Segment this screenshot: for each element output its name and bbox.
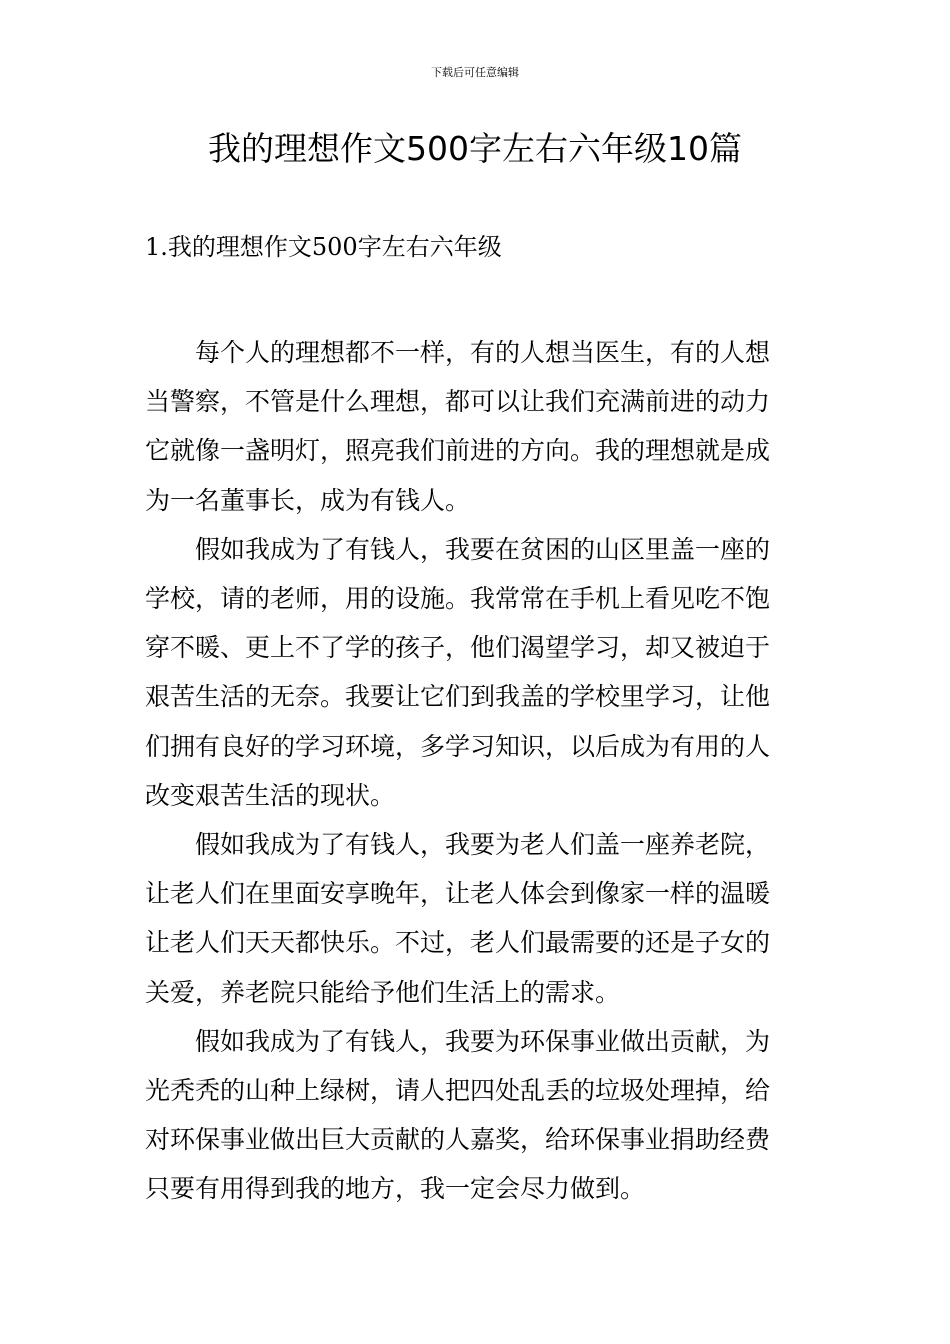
- document-title: 我的理想作文500字左右六年级10篇: [208, 129, 742, 168]
- essay-body: [145, 328, 809, 1214]
- section-heading: 1.我的理想作文500字左右六年级: [145, 233, 502, 261]
- paragraph-4: 假如我成为了有钱人，我要为环保事业做出贡献，为 光秃秃的山种上绿树，请人把四处乱丢的垃圾处理掉，给 对环保事业做出巨大贡献的人嘉奖，给环保事业捐助经费 只要有用得到我的地方，我一定会尽力做到。: [145, 1026, 771, 1204]
- paragraph-2: 假如我成为了有钱人，我要在贫困的山区里盖一座的 学校，请的老师，用的设施。我常常在手机上看见吃不饱 穿不暖、更上不了学的孩子，他们渴望学习，却又被迫于 艰苦生活的无奈。我要让它们到我盖的学校里学习，让他 们拥有良好的学习环境，多学习知识，以后成为有用的人 改变艰苦生活的现状。: [145, 534, 771, 810]
- paragraph-3: 假如我成为了有钱人，我要为老人们盖一座养老院， 让老人们在里面安享晚年，让老人体会到像家一样的温暖 让老人们天天都快乐。不过，老人们最需要的还是子女的 关爱，养老院只能给予他们生活上的需求。: [145, 830, 771, 1007]
- paragraph-1: 每个人的理想都不一样，有的人想当医生，有的人想 当警察，不管是什么理想，都可以让我们充满前进的动力 它就像一盏明灯，照亮我们前进的方向。我的理想就是成 为一名董事长，成为有钱人。: [145, 338, 771, 515]
- header-note: 下载后可任意编辑: [431, 66, 519, 79]
